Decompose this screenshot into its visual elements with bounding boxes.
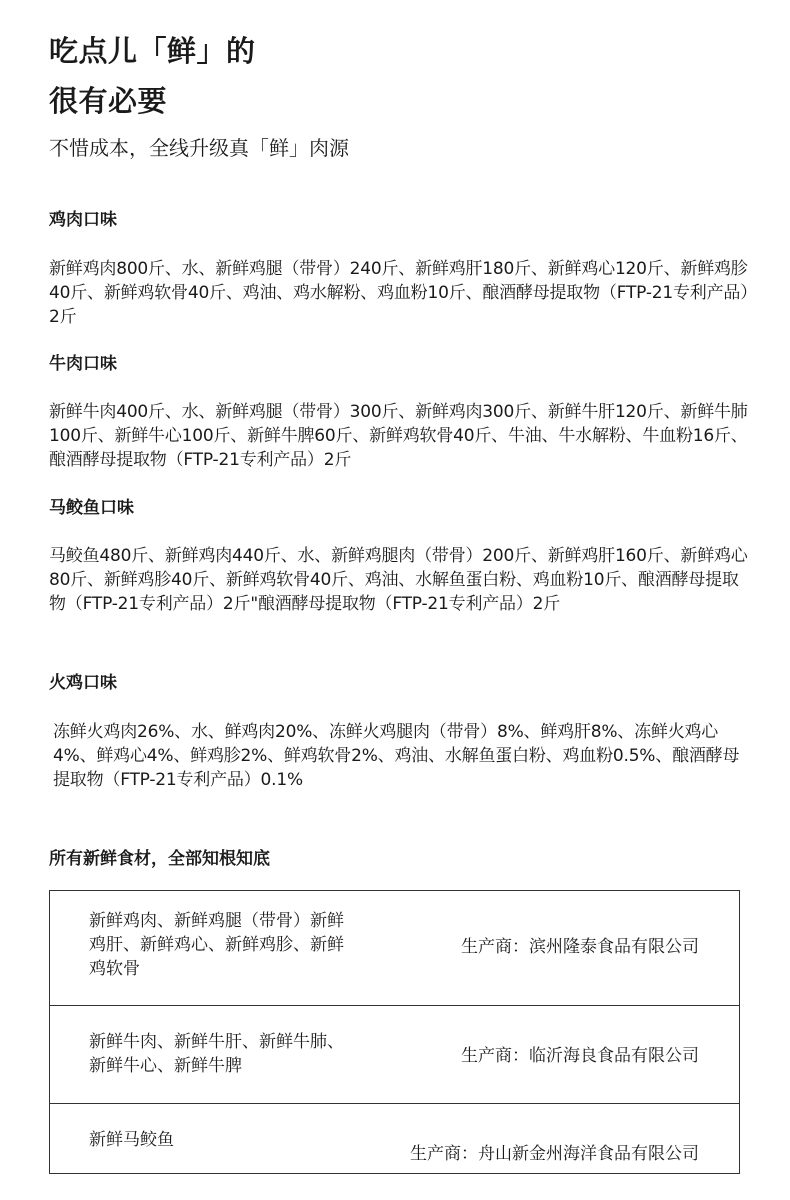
supplier-row <box>50 1005 739 1104</box>
supplier-materials: 新鲜牛肉、新鲜牛肝、新鲜牛肺、新鲜牛心、新鲜牛脾 <box>89 1032 344 1076</box>
headline-line-1: 吃点儿「鲜」的 <box>49 34 256 68</box>
ingredients-chicken: 新鲜鸡肉800斤、水、新鲜鸡腿（带骨）240斤、新鲜鸡肝180斤、新鲜鸡心120斤、新鲜鸡胗40斤、新鲜鸡软骨40斤、鸡油、鸡水解粉、鸡血粉10斤、酿酒酵母提取物（FTP-21专利产品）2斤 <box>49 259 749 327</box>
flavor-title-turkey: 火鸡口味 <box>49 673 117 693</box>
ingredients-beef: 新鲜牛肉400斤、水、新鲜鸡腿（带骨）300斤、新鲜鸡肉300斤、新鲜牛肝120斤、新鲜牛肺100斤、新鲜牛心100斤、新鲜牛脾60斤、新鲜鸡软骨40斤、牛油、牛水解粉、牛血粉16斤、酿酒酵母提取物（FTP-21专利产品）2斤 <box>49 402 748 470</box>
supplier-row <box>50 891 739 1005</box>
ingredients-mackerel: 马鲛鱼480斤、新鲜鸡肉440斤、水、新鲜鸡腿肉（带骨）200斤、新鲜鸡肝160斤、新鲜鸡心80斤、新鲜鸡胗40斤、新鲜鸡软骨40斤、鸡油、水解鱼蛋白粉、鸡血粉10斤、酿酒酵母提取物（FTP-21专利产品）2斤"酿酒酵母提取物（FTP-21专利产品）2斤 <box>49 546 748 614</box>
supplier-table <box>49 890 740 1174</box>
ingredients-turkey: 冻鲜火鸡肉26%、水、鲜鸡肉20%、冻鲜火鸡腿肉（带骨）8%、鲜鸡肝8%、冻鲜火鸡心4%、鲜鸡心4%、鲜鸡胗2%、鲜鸡软骨2%、鸡油、水解鱼蛋白粉、鸡血粉0.5%、酿酒酵母提取物（FTP-21专利产品）0.1% <box>53 722 740 790</box>
supplier-materials: 新鲜马鲛鱼 <box>89 1130 174 1150</box>
subtitle: 不惜成本，全线升级真「鲜」肉源 <box>49 136 349 160</box>
headline <box>49 26 256 126</box>
headline-line-2: 很有必要 <box>49 84 168 118</box>
suppliers-title: 所有新鲜食材，全部知根知底 <box>49 849 270 869</box>
supplier-materials: 新鲜鸡肉、新鲜鸡腿（带骨）新鲜鸡肝、新鲜鸡心、新鲜鸡胗、新鲜鸡软骨 <box>89 911 344 979</box>
flavor-title-beef: 牛肉口味 <box>49 354 117 374</box>
supplier-producer: 生产商：临沂海良食品有限公司 <box>461 1046 699 1066</box>
supplier-row <box>50 1103 739 1174</box>
supplier-producer: 生产商：滨州隆泰食品有限公司 <box>461 937 699 957</box>
flavor-title-mackerel: 马鲛鱼口味 <box>49 498 134 518</box>
flavor-title-chicken: 鸡肉口味 <box>49 210 117 230</box>
supplier-producer: 生产商：舟山新金州海洋食品有限公司 <box>410 1144 699 1164</box>
